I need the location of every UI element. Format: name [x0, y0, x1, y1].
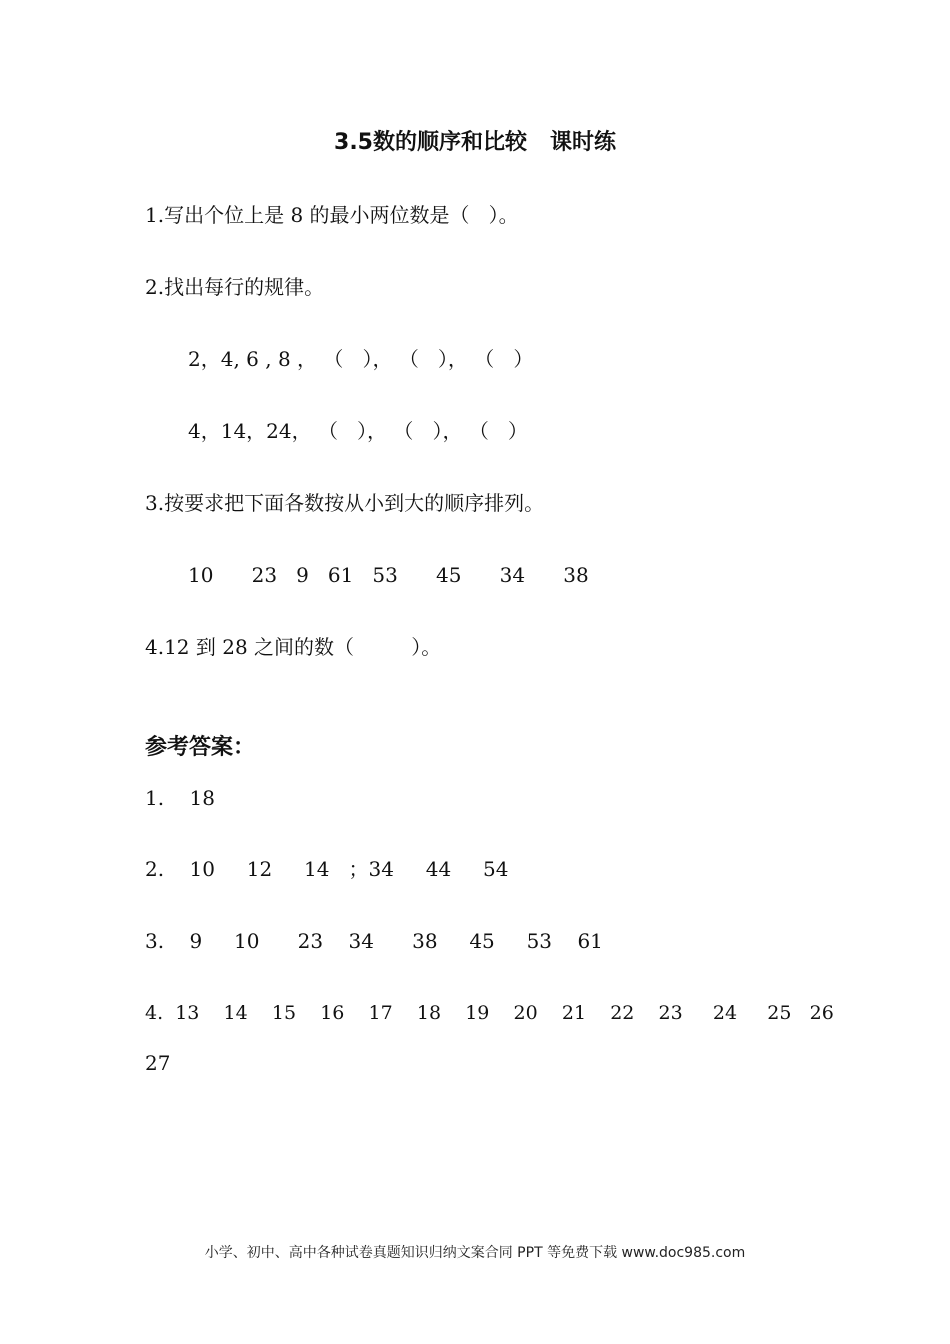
answer-3: 3. 9 10 23 34 38 45 53 61: [145, 929, 603, 953]
answers-heading: 参考答案：: [145, 735, 256, 760]
question-2: 2.找出每行的规律。: [145, 275, 325, 299]
question-3-numbers: 10 23 9 61 53 45 34 38: [188, 563, 589, 587]
page-title: 3.5数的顺序和比较 课时练: [334, 130, 616, 155]
answer-1: 1. 18: [145, 786, 215, 810]
question-1: 1.写出个位上是 8 的最小两位数是（ ）。: [145, 203, 519, 227]
question-2-row-2: 4，14，24， （ ）， （ ）， （ ）: [188, 419, 528, 443]
answer-4-line-1: 4. 13 14 15 16 17 18 19 20 21 22 23 24 25 26: [145, 1002, 834, 1024]
footer-note: 小学、初中、高中各种试卷真题知识归纳文案合同 PPT 等免费下载 www.doc985.com: [204, 1245, 746, 1261]
answer-2: 2. 10 12 14 ；34 44 54: [145, 857, 509, 881]
question-4: 4.12 到 28 之间的数（ ）。: [145, 635, 442, 659]
question-3: 3.按要求把下面各数按从小到大的顺序排列。: [145, 491, 545, 515]
question-2-row-1: 2，4, 6 , 8 ， （ ）， （ ）， （ ）: [188, 347, 534, 371]
answer-4-line-2: 27: [145, 1051, 171, 1075]
